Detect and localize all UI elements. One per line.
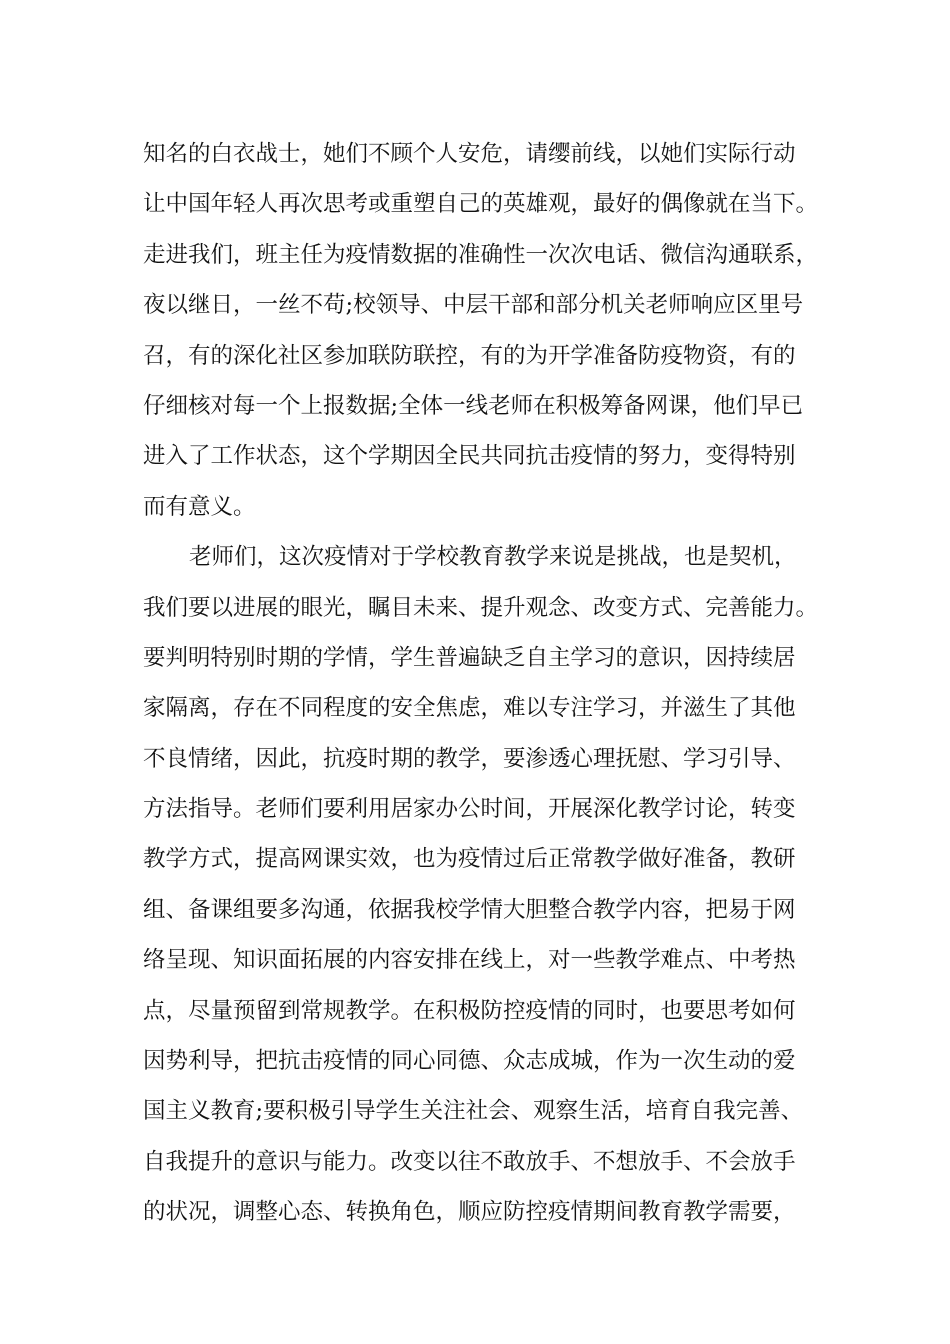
text-line: 国主义教育;要积极引导学生关注社会、观察生活，培育自我完善、 [143,1098,804,1125]
text-line: 方法指导。老师们要利用居家办公时间，开展深化教学讨论，转变 [143,796,796,823]
text-line: 教学方式，提高网课实效，也为疫情过后正常教学做好准备，教研 [143,846,796,873]
text-line: 进入了工作状态，这个学期因全民共同抗击疫情的努力，变得特别 [143,443,796,470]
document-body [143,134,823,1243]
text-line: 点，尽量预留到常规教学。在积极防控疫情的同时，也要思考如何 [143,997,796,1024]
text-line: 召，有的深化社区参加联防联控，有的为开学准备防疫物资，有的 [143,342,796,369]
text-line: 自我提升的意识与能力。改变以往不敢放手、不想放手、不会放手 [143,1148,796,1175]
text-line: 走进我们，班主任为疫情数据的准确性一次次电话、微信沟通联系， [143,241,819,268]
text-line: 要判明特别时期的学情，学生普遍缺乏自主学习的意识，因持续居 [143,644,796,671]
text-line: 家隔离，存在不同程度的安全焦虑，难以专注学习，并滋生了其他 [143,695,796,722]
text-line: 知名的白衣战士，她们不顾个人安危，请缨前线，以她们实际行动 [143,141,796,167]
text-line: 组、备课组要多沟通，依据我校学情大胆整合教学内容，把易于网 [143,896,796,923]
text-line: 让中国年轻人再次思考或重塑自己的英雄观，最好的偶像就在当下。 [143,191,819,218]
paragraph-2 [143,537,823,1242]
text-line: 我们要以进展的眼光，瞩目未来、提升观念、改变方式、完善能力。 [143,594,819,621]
text-line: 老师们，这次疫情对于学校教育教学来说是挑战，也是契机， [189,544,797,571]
text-line: 仔细核对每一个上报数据;全体一线老师在积极筹备网课，他们早已 [143,392,804,419]
text-line: 因势利导，把抗击疫情的同心同德、众志成城，作为一次生动的爱 [143,1048,796,1075]
text-line: 而有意义。 [143,493,256,520]
text-line: 夜以继日，一丝不苟;校领导、中层干部和部分机关老师响应区里号 [143,292,804,319]
text-line: 不良情绪，因此，抗疫时期的教学，要渗透心理抚慰、学习引导、 [143,745,796,772]
text-line: 络呈现、知识面拓展的内容安排在线上，对一些教学难点、中考热 [143,947,796,974]
text-line: 的状况，调整心态、转换角色，顺应防控疫情期间教育教学需要， [143,1199,796,1226]
paragraph-1 [143,134,823,537]
